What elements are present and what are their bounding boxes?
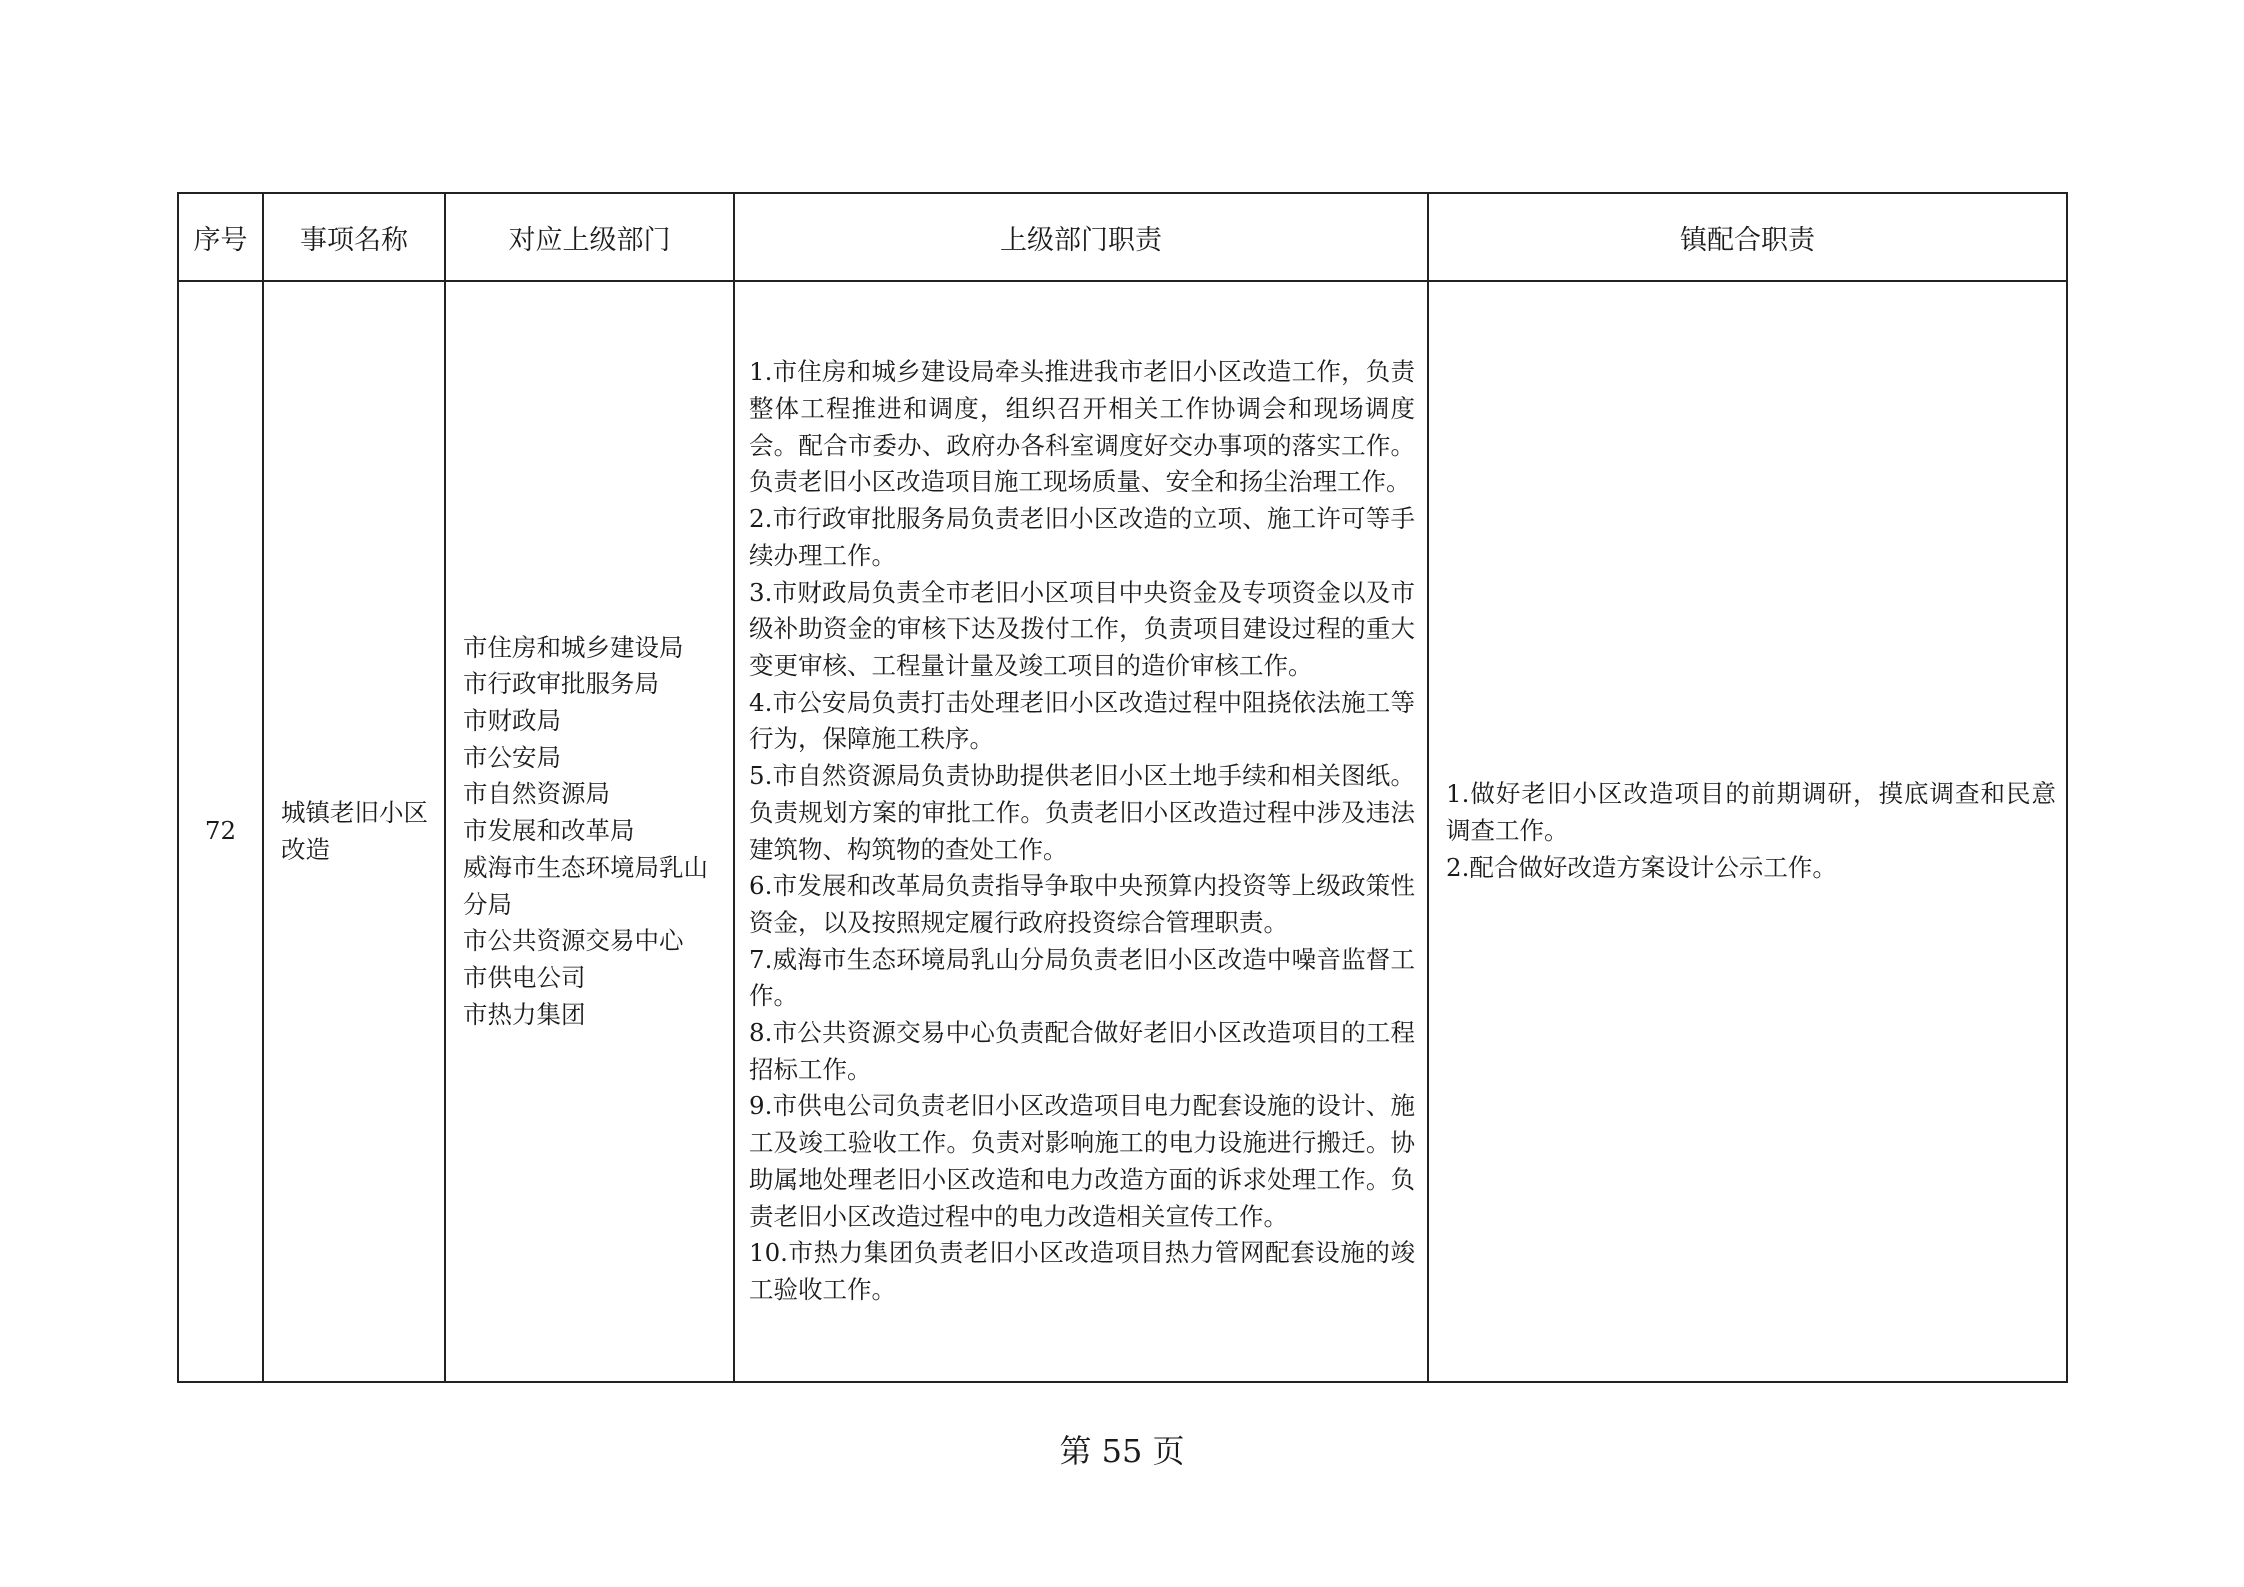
department-line: 市自然资源局 [463, 779, 610, 809]
duty-paragraph: 1.市住房和城乡建设局牵头推进我市老旧小区改造工作，负责整体工程推进和调度，组织召开相关工作协调会和现场调度会。配合市委办、政府办各科室调度好交办事项的落实工作。负责老旧小区改造项目施工现场质量、安全和扬尘治理工作。 [749, 357, 1415, 497]
cell-item-name: 城镇老旧小区改造 [263, 281, 445, 1382]
duty-paragraph: 7.威海市生态环境局乳山分局负责老旧小区改造中噪音监督工作。 [749, 944, 1415, 1011]
duty-paragraph: 9.市供电公司负责老旧小区改造项目电力配套设施的设计、施工及竣工验收工作。负责对影响施工的电力设施进行搬迁。协助属地处理老旧小区改造和电力改造方面的诉求处理工作。负责老旧小区改造过程中的电力改造相关宣传工作。 [749, 1091, 1415, 1231]
header-superior-department: 对应上级部门 [445, 193, 734, 281]
duty-paragraph: 8.市公共资源交易中心负责配合做好老旧小区改造项目的工程招标工作。 [749, 1018, 1415, 1084]
page-number-footer [0, 1431, 2244, 1471]
duty-paragraph: 2.市行政审批服务局负责老旧小区改造的立项、施工许可等手续办理工作。 [749, 504, 1415, 570]
page-number: 55 [1101, 1432, 1143, 1470]
table-row [178, 281, 2067, 1382]
duty-paragraph: 6.市发展和改革局负责指导争取中央预算内投资等上级政策性资金，以及按照规定履行政府投资综合管理职责。 [749, 871, 1415, 937]
town-duty-paragraph: 1.做好老旧小区改造项目的前期调研，摸底调查和民意调查工作。 [1446, 779, 2056, 846]
duty-paragraph: 5.市自然资源局负责协助提供老旧小区土地手续和相关图纸。负责规划方案的审批工作。负责老旧小区改造过程中涉及违法建筑物、构筑物的查处工作。 [749, 761, 1415, 864]
department-line: 威海市生态环境局乳山分局 [463, 852, 708, 919]
department-line: 市行政审批服务局 [463, 669, 659, 699]
department-line: 市供电公司 [463, 962, 586, 992]
cell-superior-duties [734, 281, 1428, 1382]
page-suffix: 页 [1152, 1432, 1185, 1470]
cell-departments [445, 281, 734, 1382]
duty-paragraph: 3.市财政局负责全市老旧小区项目中央资金及专项资金以及市级补助资金的审核下达及拨付工作，负责项目建设过程的重大变更审核、工程量计量及竣工项目的造价审核工作。 [749, 577, 1415, 680]
header-superior-duties: 上级部门职责 [734, 193, 1428, 281]
department-line: 市财政局 [463, 706, 561, 736]
department-line: 市住房和城乡建设局 [463, 632, 684, 662]
page-prefix: 第 [1059, 1432, 1092, 1470]
duty-paragraph: 10.市热力集团负责老旧小区改造项目热力管网配套设施的竣工验收工作。 [749, 1238, 1415, 1304]
cell-town-duties [1428, 281, 2067, 1382]
department-line: 市公共资源交易中心 [463, 926, 684, 956]
department-line: 市公安局 [463, 742, 561, 772]
town-duty-paragraph: 2.配合做好改造方案设计公示工作。 [1446, 852, 1837, 882]
responsibility-table [177, 192, 2068, 1383]
department-line: 市热力集团 [463, 999, 586, 1029]
department-line: 市发展和改革局 [463, 816, 635, 846]
table-header-row [178, 193, 2067, 281]
cell-seq: 72 [178, 281, 263, 1382]
header-seq: 序号 [178, 193, 263, 281]
header-town-duties: 镇配合职责 [1428, 193, 2067, 281]
duty-paragraph: 4.市公安局负责打击处理老旧小区改造过程中阻挠依法施工等行为，保障施工秩序。 [749, 687, 1415, 754]
header-item-name: 事项名称 [263, 193, 445, 281]
